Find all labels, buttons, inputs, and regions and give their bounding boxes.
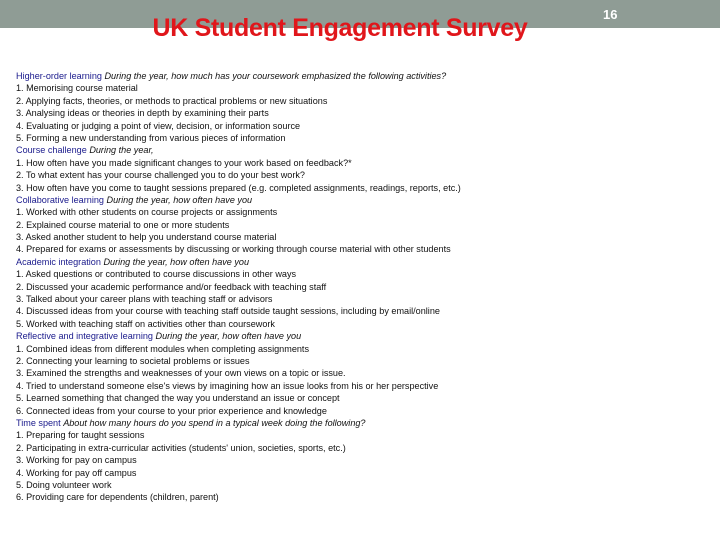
section-question: During the year, how often have you [103, 256, 250, 267]
section-question: About how many hours do you spend in a typical week doing the following? [63, 417, 366, 428]
section-question: During the year, how often have you [155, 331, 302, 342]
survey-item: 1. Preparing for taught sessions [16, 430, 145, 441]
survey-item: 1. Combined ideas from different modules when completing assignments [16, 343, 310, 354]
survey-item: 4. Evaluating or judging a point of view, decision, or information source [16, 120, 301, 131]
survey-item: 2. Applying facts, theories, or methods to practical problems or new situations [16, 95, 328, 106]
survey-item: 4. Working for pay off campus [16, 467, 137, 478]
section-question: During the year, how much has your coursework emphasized the following activities? [104, 71, 447, 81]
survey-item: 6. Providing care for dependents (children, parent) [16, 492, 219, 503]
section-header [16, 70, 576, 82]
survey-item: 2. Discussed your academic performance and/or feedback with teaching staff [16, 281, 327, 292]
section-question: During the year, how often have you [106, 194, 253, 205]
survey-item: 1. Worked with other students on course projects or assignments [16, 207, 278, 218]
survey-item: 1. Asked questions or contributed to course discussions in other ways [16, 269, 297, 280]
section-question: During the year, [89, 145, 154, 156]
survey-item: 5. Worked with teaching staff on activities other than coursework [16, 318, 275, 329]
survey-item: 2. Connecting your learning to societal problems or issues [16, 355, 250, 366]
section-header [16, 256, 576, 268]
survey-item: 4. Discussed ideas from your course with teaching staff outside taught sessions, including by email/online [16, 306, 440, 317]
survey-item: 3. Asked another student to help you understand course material [16, 232, 277, 243]
section-label: Time spent [16, 417, 61, 428]
survey-item: 3. How often have you come to taught sessions prepared (e.g. completed assignments, readings, reports, etc.) [16, 182, 461, 193]
survey-item: 2. To what extent has your course challenged you to do your best work? [16, 170, 305, 181]
section-label: Higher-order learning [16, 71, 102, 81]
survey-content [16, 70, 576, 504]
survey-item: 3. Examined the strengths and weaknesses of your own views on a topic or issue. [16, 368, 346, 379]
survey-item: 5. Forming a new understanding from various pieces of information [16, 132, 286, 143]
section-header [16, 417, 576, 429]
section-label: Course challenge [16, 145, 87, 156]
section-header [16, 194, 576, 206]
survey-item: 3. Working for pay on campus [16, 455, 137, 466]
slide-number: 16 [603, 7, 618, 22]
survey-item: 3. Analysing ideas or theories in depth by examining their parts [16, 108, 269, 119]
slide-title: UK Student Engagement Survey [152, 14, 528, 42]
survey-item: 6. Connected ideas from your course to your prior experience and knowledge [16, 405, 327, 416]
survey-item: 2. Explained course material to one or more students [16, 219, 230, 230]
section-label: Collaborative learning [16, 194, 104, 205]
survey-item: 1. Memorising course material [16, 83, 138, 94]
survey-item: 4. Tried to understand someone else's views by imagining how an issue looks from his or her perspective [16, 380, 439, 391]
survey-item: 1. How often have you made significant changes to your work based on feedback?* [16, 157, 352, 168]
survey-item: 5. Learned something that changed the way you understand an issue or concept [16, 393, 340, 404]
section-header [16, 330, 576, 342]
survey-item: 2. Participating in extra-curricular activities (students' union, societies, sports, etc.) [16, 442, 346, 453]
survey-item: 5. Doing volunteer work [16, 479, 112, 490]
section-label: Reflective and integrative learning [16, 331, 153, 342]
survey-item: 3. Talked about your career plans with teaching staff or advisors [16, 294, 273, 305]
section-header [16, 144, 576, 156]
section-label: Academic integration [16, 256, 101, 267]
survey-item: 4. Prepared for exams or assessments by discussing or working through course material with other students [16, 244, 451, 255]
